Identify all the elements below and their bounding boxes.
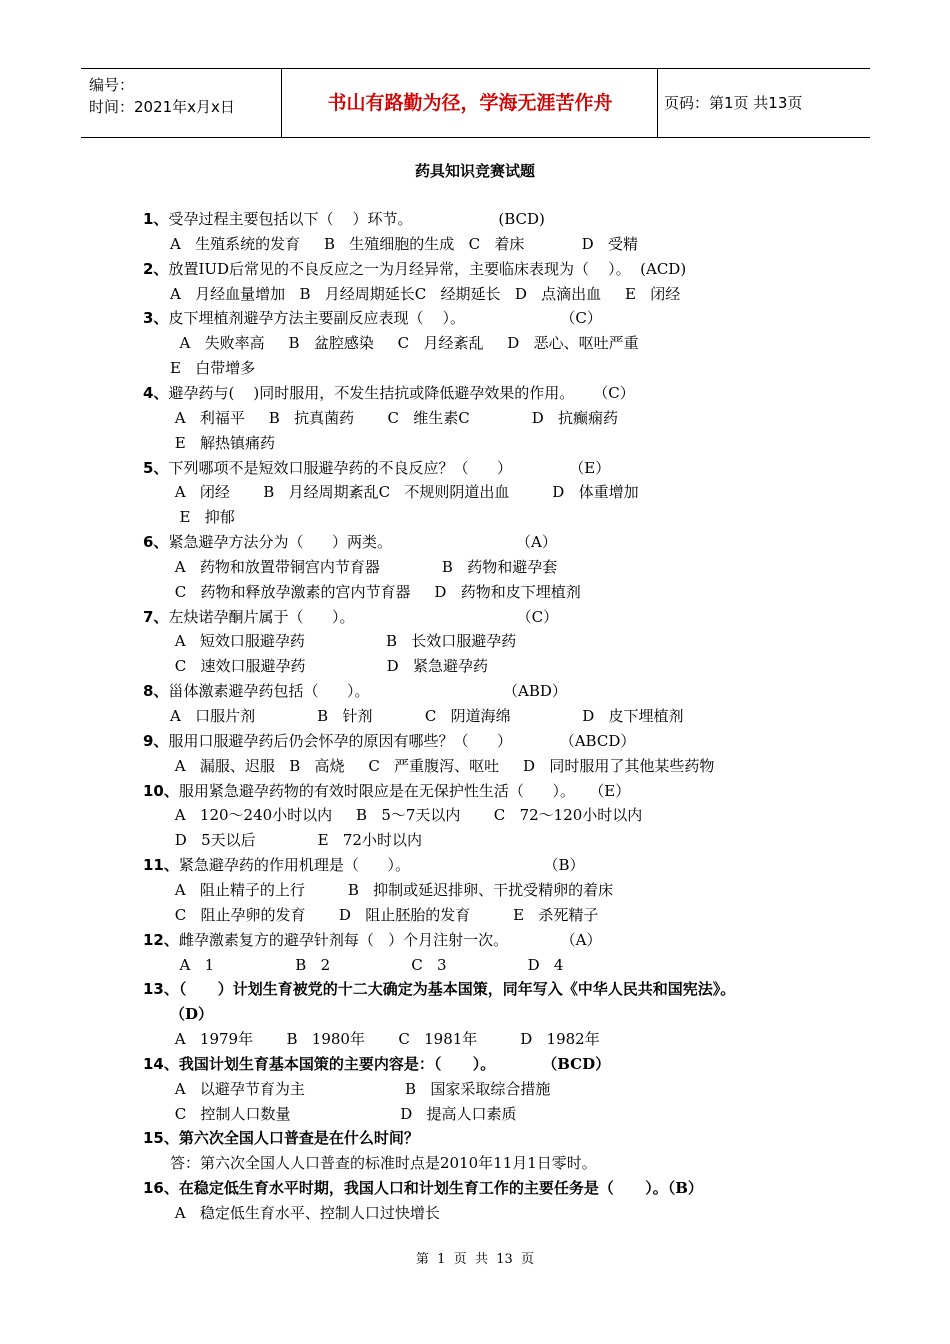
line-text: E 抑郁 (170, 508, 235, 527)
answer-line (170, 656, 488, 676)
answer-line (170, 880, 613, 900)
line-text: （D） (170, 1005, 214, 1024)
question-number: 13、 (143, 980, 179, 999)
line-text: A 闭经 B 月经周期紊乱C 不规则阴道出血 D 体重增加 (170, 483, 639, 502)
line-text: D 5天以后 E 72小时以内 (170, 831, 422, 850)
answer-line (170, 830, 422, 850)
question-number: 11、 (143, 856, 179, 875)
line-text: A 口服片剂 B 针剂 C 阴道海绵 D 皮下埋植剂 (170, 707, 684, 725)
question-number: 14、 (143, 1054, 179, 1073)
line-text: A 生殖系统的发育 B 生殖细胞的生成 C 着床 D 受精 (170, 234, 638, 253)
question-line (143, 532, 557, 552)
line-text: 雌孕激素复方的避孕针剂每（ ）个月注射一次。 （A） (178, 930, 602, 949)
line-text: A 利福平 B 抗真菌药 C 维生素C D 抗癫痫药 (170, 408, 619, 427)
line-text: 第六次全国人口普查是在什么时间？ (178, 1129, 419, 1148)
line-text: A 120～240小时以内 B 5～7天以内 C 72～120小时以内 (170, 806, 643, 825)
question-number: 10、 (143, 781, 179, 800)
header-motto: 书山有路勤为径，学海无涯苦作舟 (283, 69, 658, 137)
answer-line (170, 1029, 600, 1049)
line-text: 服用口服避孕药后仍会怀孕的原因有哪些？（ ） （ABCD） (168, 731, 636, 750)
question-line (143, 731, 635, 751)
line-text: A 阻止精子的上行 B 抑制或延迟排卵、干扰受精卵的着床 (170, 880, 614, 899)
document-number-label: 编号： (89, 76, 135, 94)
question-number: 15、 (143, 1129, 179, 1148)
question-line (143, 855, 585, 875)
line-text: C 速效口服避孕药 D 紧急避孕药 (170, 657, 488, 676)
answer-line (170, 408, 618, 428)
answer-line (170, 1153, 597, 1173)
line-text: A 药物和放置带铜宫内节育器 B 药物和避孕套 (170, 557, 558, 576)
line-text: 紧急避孕方法分为（ ）两类。 （A） (168, 533, 557, 552)
question-line (143, 781, 630, 801)
question-line (143, 607, 558, 627)
question-number: 9、 (143, 731, 169, 750)
question-line (143, 1128, 419, 1148)
page-header (81, 68, 870, 138)
question-line (143, 458, 610, 478)
answer-line (170, 756, 714, 776)
line-text: C 阻止孕卵的发育 D 阻止胚胎的发育 E 杀死精子 (170, 905, 599, 924)
question-line (143, 1178, 703, 1198)
line-text: 甾体激素避孕药包括（ ）。 （ABD） (168, 682, 567, 701)
line-text: 服用紧急避孕药物的有效时限应是在无保护性生活（ ）。 （E） (178, 781, 631, 800)
line-text: C 药物和释放孕激素的宫内节育器 D 药物和皮下埋植剂 (170, 582, 581, 601)
line-text: 紧急避孕药的作用机理是（ ）。 （B） (178, 856, 585, 875)
line-text: （ ）计划生育被党的十二大确定为基本国策，同年写入《中华人民共和国宪法》。 (178, 980, 736, 999)
question-line (143, 308, 602, 328)
question-number: 8、 (143, 682, 169, 701)
line-text: A 失败率高 B 盆腔感染 C 月经紊乱 D 恶心、呕吐严重 (170, 334, 639, 353)
answer-line (170, 284, 680, 304)
answer-line (170, 1004, 213, 1024)
page-footer: 第 1 页 共 13 页 (415, 1252, 535, 1267)
answer-line (170, 333, 639, 353)
question-number: 4、 (143, 383, 169, 402)
line-text: 皮下埋植剂避孕方法主要副反应表现（ ）。 （C） (168, 309, 602, 328)
header-page-info: 页码：第1页 共13页 (664, 94, 803, 112)
answer-line (170, 358, 255, 378)
answer-line (170, 507, 235, 527)
line-text: 答：第六次全国人人口普查的标准时点是2010年11月1日零时。 (170, 1154, 597, 1173)
question-number: 6、 (143, 533, 169, 552)
answer-line (170, 234, 638, 254)
line-text: 下列哪项不是短效口服避孕药的不良反应？（ ） （E） (168, 458, 611, 477)
answer-line (170, 557, 557, 577)
answer-line (170, 955, 563, 975)
line-text: 左炔诺孕酮片属于（ ）。 （C） (168, 607, 559, 626)
answer-line (170, 1079, 550, 1099)
question-line (143, 383, 635, 403)
line-text: 受孕过程主要包括以下（ ）环节。 (BCD) (168, 210, 545, 228)
question-number: 2、 (143, 259, 169, 278)
line-text: A 以避孕节育为主 B 国家采取综合措施 (170, 1079, 551, 1098)
answer-line (170, 631, 516, 651)
line-text: 在稳定低生育水平时期，我国人口和计划生育工作的主要任务是（ ）。（B） (178, 1179, 703, 1198)
answer-line (170, 433, 275, 453)
line-text: A 漏服、迟服 B 高烧 C 严重腹泻、呕吐 D 同时服用了其他某些药物 (170, 756, 715, 775)
document-date: 时间：2021年x月x日 (89, 98, 235, 116)
line-text: A 1979年 B 1980年 C 1981年 D 1982年 (170, 1030, 600, 1049)
answer-line (170, 582, 581, 602)
document-title: 药具知识竞赛试题 (414, 162, 535, 180)
question-number: 3、 (143, 309, 169, 328)
question-line (143, 979, 735, 999)
line-text: E 解热镇痛药 (170, 433, 276, 452)
line-text: 我国计划生育基本国策的主要内容是：（ ）。 （BCD） (178, 1054, 611, 1073)
answer-line (170, 905, 598, 925)
line-text: 放置IUD后常见的不良反应之一为月经异常，主要临床表现为（ ）。 (ACD) (168, 259, 687, 278)
line-text: A 稳定低生育水平、控制人口过快增长 (170, 1204, 440, 1222)
answer-line (170, 706, 684, 726)
answer-line (170, 482, 639, 502)
answer-line (170, 1203, 440, 1223)
question-line (143, 259, 686, 279)
answer-line (170, 1104, 517, 1124)
line-text: 避孕药与( )同时服用，不发生拮抗或降低避孕效果的作用。 （C） (168, 383, 635, 402)
answer-line (170, 805, 642, 825)
question-number: 7、 (143, 607, 169, 626)
question-number: 12、 (143, 930, 179, 949)
question-number: 5、 (143, 458, 169, 477)
header-meta (81, 69, 282, 137)
question-line (143, 930, 601, 950)
line-text: A 月经血量增加 B 月经周期延长C 经期延长 D 点滴出血 E 闭经 (170, 284, 681, 303)
question-line (143, 1054, 610, 1074)
question-line (143, 681, 567, 701)
line-text: A 1 B 2 C 3 D 4 (170, 955, 564, 974)
line-text: E 白带增多 (170, 359, 256, 378)
line-text: C 控制人口数量 D 提高人口素质 (170, 1104, 517, 1123)
question-number: 16、 (143, 1179, 179, 1198)
question-line (143, 209, 545, 229)
question-number: 1、 (143, 210, 169, 228)
line-text: A 短效口服避孕药 B 长效口服避孕药 (170, 632, 517, 651)
